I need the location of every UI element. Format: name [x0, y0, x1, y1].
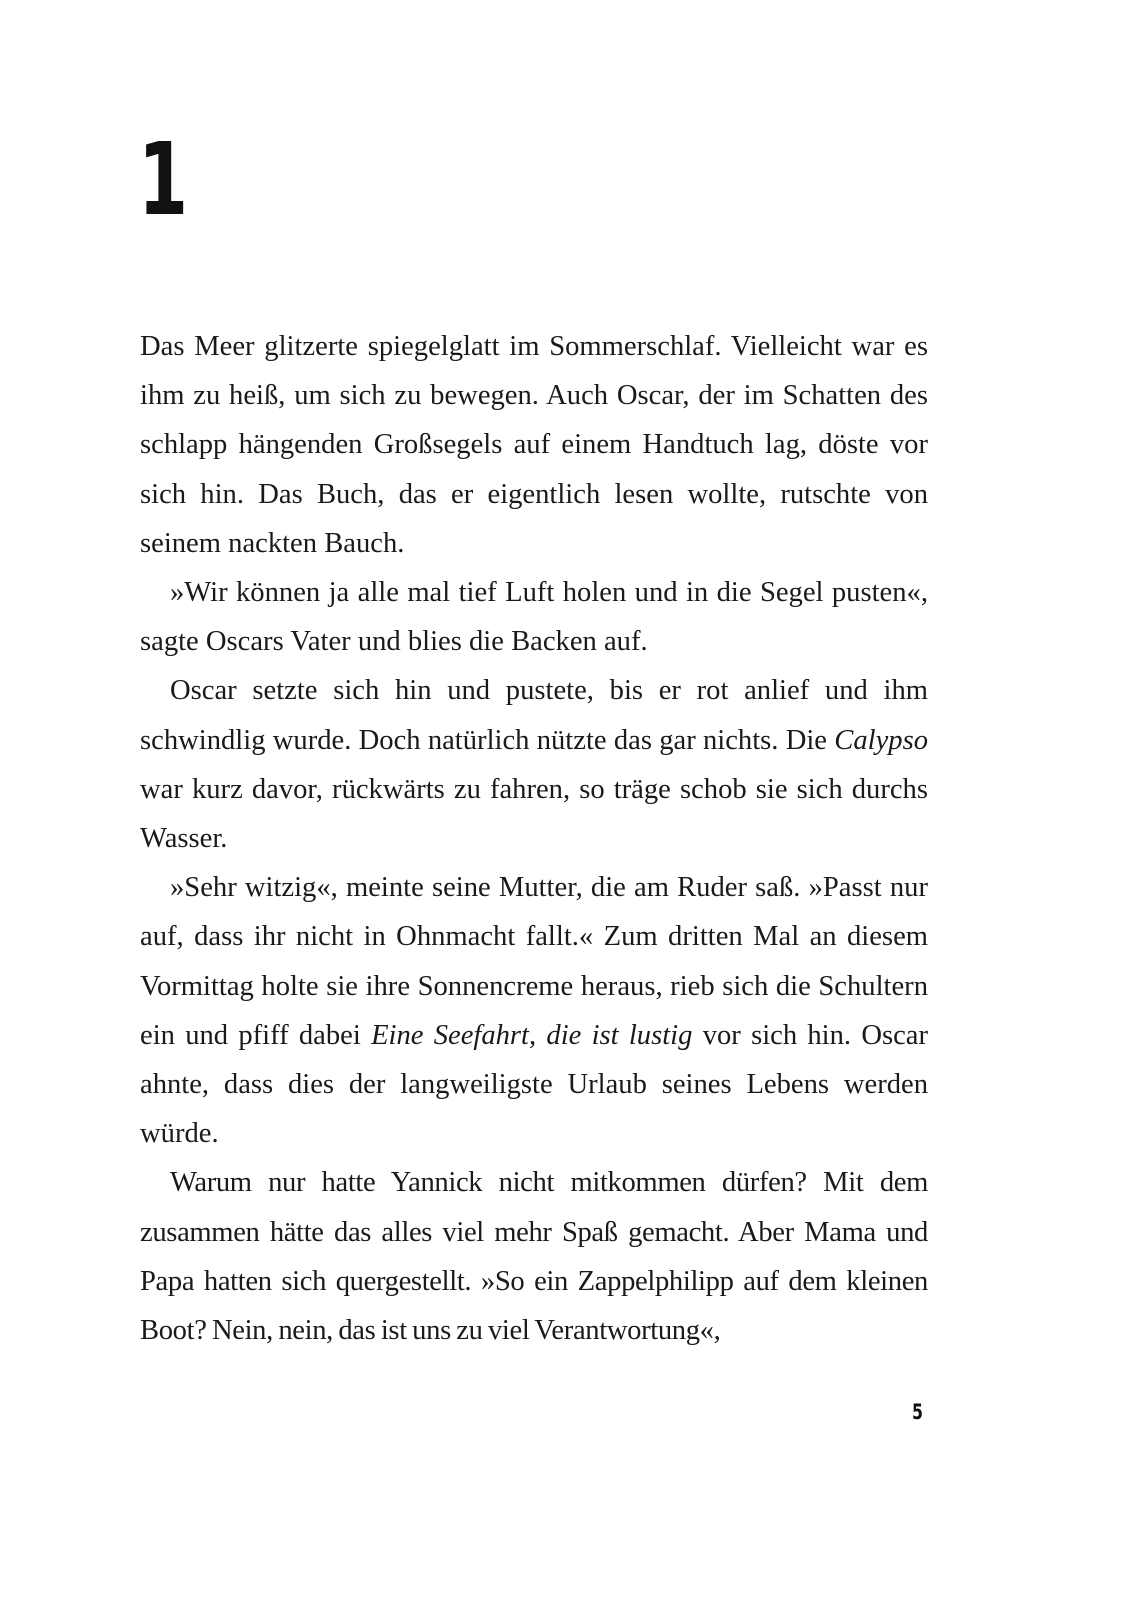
ship-name: Calypso	[834, 724, 928, 756]
body-text	[140, 322, 928, 1355]
paragraph-2	[140, 568, 928, 666]
paragraph-1	[140, 322, 928, 568]
page-number: 5	[912, 1400, 923, 1424]
chapter-number: 1	[138, 121, 189, 238]
paragraph-4	[140, 863, 928, 1158]
paragraph-text: Das Meer glitzerte spiegelglatt im Sommerschlaf. Vielleicht war es ihm zu heiß, um sich zu bewegen. Auch Oscar, der im Schatten des schlapp hängenden Großsegels auf einem Handtuch lag, döste vor sich hin. Das Buch, das er eigentlich lesen wollte, rutschte von seinem nackten Bauch.	[140, 331, 928, 559]
paragraph-5	[140, 1158, 928, 1355]
paragraph-text: »Sehr witzig«, meinte seine Mutter, die am Ruder saß. »Passt nur auf, dass ihr nicht in Ohnmacht fallt.« Zum dritten Mal an diesem Vormittag holte sie ihre Sonnencreme heraus, rieb sich die Schultern ein und pfiff dabei	[140, 872, 928, 1051]
paragraph-text: Warum nur hatte Yannick nicht mitkommen dürfen? Mit dem zusammen hätte das alles viel mehr Spaß gemacht. Aber Mama und Papa hatten sich quergestellt. »So ein Zappelphilipp auf dem kleinen Boot? Nein, nein, das ist uns zu viel Verantwortung«,	[140, 1167, 928, 1347]
paragraph-text: vor sich hin. Oscar ahnte, dass dies der langweiligste Urlaub seines Lebens werden würde.	[140, 1019, 929, 1150]
paragraph-text: Oscar setzte sich hin und pustete, bis er rot anlief und ihm schwindlig wurde. Doch natürlich nützte das gar nichts. Die	[140, 675, 928, 756]
paragraph-text: »Wir können ja alle mal tief Luft holen und in die Segel pusten«, sagte Oscars Vater und blies die Backen auf.	[140, 577, 928, 658]
paragraph-text: war kurz davor, rückwärts zu fahren, so träge schob sie sich durchs Wasser.	[140, 773, 928, 855]
paragraph-3	[140, 666, 928, 863]
song-title: Eine Seefahrt, die ist lustig	[371, 1019, 693, 1051]
